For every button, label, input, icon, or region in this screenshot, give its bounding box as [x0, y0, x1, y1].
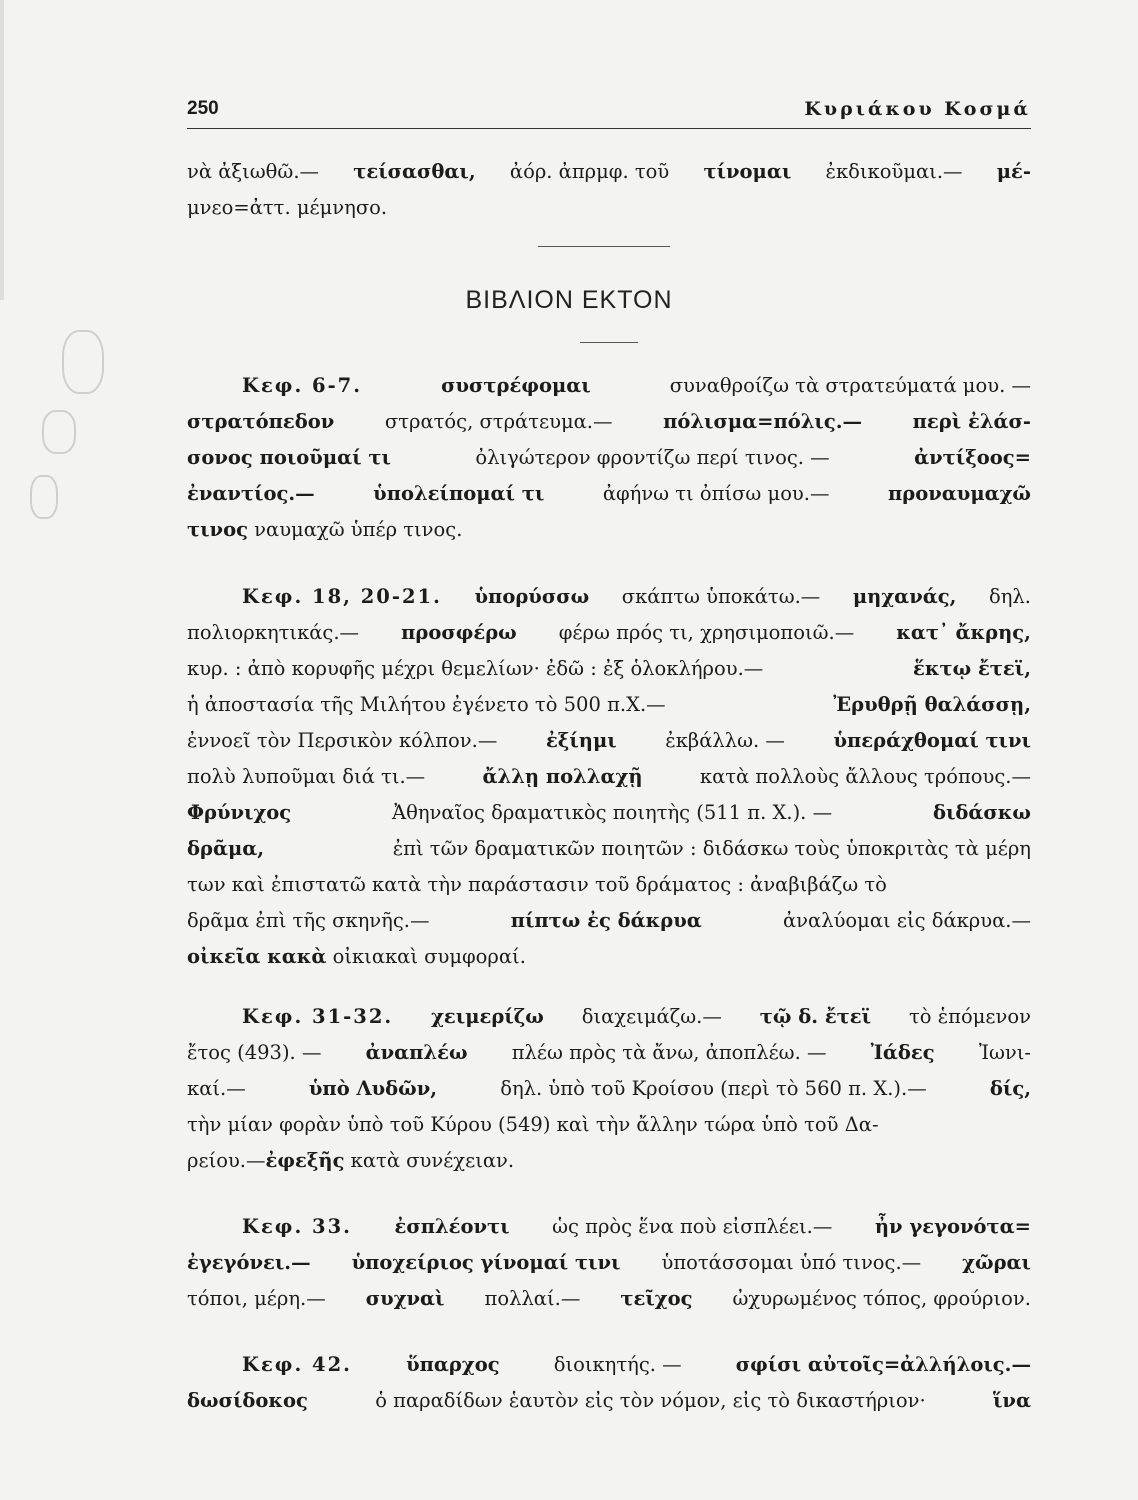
text-line: των καὶ ἐπιστατῶ κατὰ τὴν παράστασιν τοῦ δράματος : ἀναβιβάζω τὸ: [187, 873, 887, 896]
chapter-label: Κεφ. 31-32.: [242, 1005, 394, 1028]
book-title: ΒΙΒΛΙΟΝ ΕΚΤΟΝ: [465, 286, 673, 314]
page-stain: [62, 330, 104, 394]
text-line: σονος ποιοῦμαί τι ὀλιγώτερον φροντίζω περί τινος. — ἀντίξοος=: [187, 446, 1031, 469]
text-line: στρατόπεδον στρατός, στράτευμα.— πόλισμα=πόλις.— περὶ ἐλάσ-: [187, 410, 1031, 433]
text-line: νὰ ἀξιωθῶ.— τείσασθαι, ἀόρ. ἀπρμφ. τοῦ τίνομαι ἐκδικοῦμαι.— μέ-: [187, 160, 1031, 183]
chapter-label: Κεφ. 18, 20-21.: [242, 585, 442, 608]
text-line: τόποι, μέρη.— συχναὶ πολλαί.— τεῖχος ὠχυρωμένος τόπος, φρούριον.: [187, 1287, 1031, 1310]
chapter-label: Κεφ. 42.: [242, 1353, 352, 1376]
text-line: καί.— ὑπὸ Λυδῶν, δηλ. ὑπὸ τοῦ Κροίσου (περὶ τὸ 560 π. Χ.).— δίς,: [187, 1077, 1031, 1100]
text-line: τινος ναυμαχῶ ὑπέρ τινος.: [187, 518, 463, 541]
chapter-section: [187, 585, 1031, 981]
text-line: ἐναντίος.— ὑπολείπομαί τι ἀφήνω τι ὀπίσω μου.— προναυμαχῶ: [187, 482, 1031, 505]
chapter-section: [187, 374, 1031, 554]
text-line: πολὺ λυποῦμαι διά τι.— ἄλλῃ πολλαχῇ κατὰ πολλοὺς ἄλλους τρόπους.—: [187, 765, 1031, 788]
text-line: δρᾶμα, ἐπὶ τῶν δραματικῶν ποιητῶν : διδάσκω τοὺς ὑποκριτὰς τὰ μέρη: [187, 837, 1031, 860]
text-line: δρᾶμα ἐπὶ τῆς σκηνῆς.— πίπτω ἐς δάκρυα ἀναλύομαι εἰς δάκρυα.—: [187, 909, 1031, 932]
chapter-label: Κεφ. 33.: [242, 1215, 352, 1238]
text-line: ἡ ἀποστασία τῆς Μιλήτου ἐγένετο τὸ 500 π.Χ.— Ἐρυθρῇ θαλάσσῃ,: [187, 693, 1031, 716]
text-line: Κεφ. 42. ὕπαρχος διοικητής. — σφίσι αὐτοῖς=ἀλλήλοις.—: [242, 1353, 1031, 1376]
page-number: 250: [187, 98, 219, 119]
page-header: [187, 98, 1031, 129]
intro-paragraph: [187, 160, 1031, 232]
page-stain: [42, 410, 76, 454]
text-line: ἐννοεῖ τὸν Περσικὸν κόλπον.— ἐξίημι ἐκβάλλω. — ὑπεράχθομαί τινι: [187, 729, 1031, 752]
text-line: τὴν μίαν φορὰν ὑπὸ τοῦ Κύρου (549) καὶ τὴν ἄλλην τώρα ὑπὸ τοῦ Δα-: [187, 1113, 879, 1136]
text-line: δωσίδοκος ὁ παραδίδων ἑαυτὸν εἰς τὸν νόμον, εἰς τὸ δικαστήριον· ἵνα: [187, 1389, 1031, 1412]
section-rule: [580, 342, 638, 343]
section-rule: [538, 246, 670, 247]
page-edge-shadow: [0, 0, 4, 300]
text-line: ἐγεγόνει.— ὑποχείριος γίνομαί τινι ὑποτάσσομαι ὑπό τινος.— χῶραι: [187, 1251, 1031, 1274]
text-line: Κεφ. 33. ἐσπλέοντι ὡς πρὸς ἕνα ποὺ εἰσπλέει.— ἦν γεγονότα=: [242, 1215, 1031, 1238]
chapter-section: [187, 1005, 1031, 1185]
text-line: Κεφ. 18, 20-21. ὑπορύσσω σκάπτω ὑποκάτω.— μηχανάς, δηλ.: [242, 585, 1031, 608]
text-line: ρείου.— ἐφεξῆς κατὰ συνέχειαν.: [187, 1149, 515, 1172]
text-line: Κεφ. 31-32. χειμερίζω διαχειμάζω.— τῷ δ. ἔτεϊ τὸ ἑπόμενον: [242, 1005, 1031, 1028]
chapter-section: [187, 1215, 1031, 1323]
text-line: μνεο=ἀττ. μέμνησο.: [187, 196, 388, 219]
text-line: ἔτος (493). — ἀναπλέω πλέω πρὸς τὰ ἄνω, ἀποπλέω. — Ἰάδες Ἰωνι-: [187, 1041, 1031, 1064]
text-line: κυρ. : ἀπὸ κορυφῆς μέχρι θεμελίων· ἐδῶ : ἐξ ὁλοκλήρου.— ἕκτῳ ἔτεϊ,: [187, 657, 1031, 680]
chapter-section: [187, 1353, 1031, 1425]
text-line: Κεφ. 6-7. συστρέφομαι συναθροίζω τὰ στρατεύματά μου. —: [242, 374, 1031, 397]
page-stain: [30, 475, 58, 519]
chapter-label: Κεφ. 6-7.: [242, 374, 363, 397]
text-line: Φρύνιχος Ἀθηναῖος δραματικὸς ποιητὴς (511 π. Χ.). — διδάσκω: [187, 801, 1031, 824]
text-line: οἰκεῖα κακὰ οἰκιακαὶ συμφοραί.: [187, 945, 526, 968]
running-head: Κυριάκου Κοσμά: [804, 98, 1031, 120]
text-line: πολιορκητικάς.— προσφέρω φέρω πρός τι, χρησιμοποιῶ.— κατ᾽ ἄκρης,: [187, 621, 1031, 644]
